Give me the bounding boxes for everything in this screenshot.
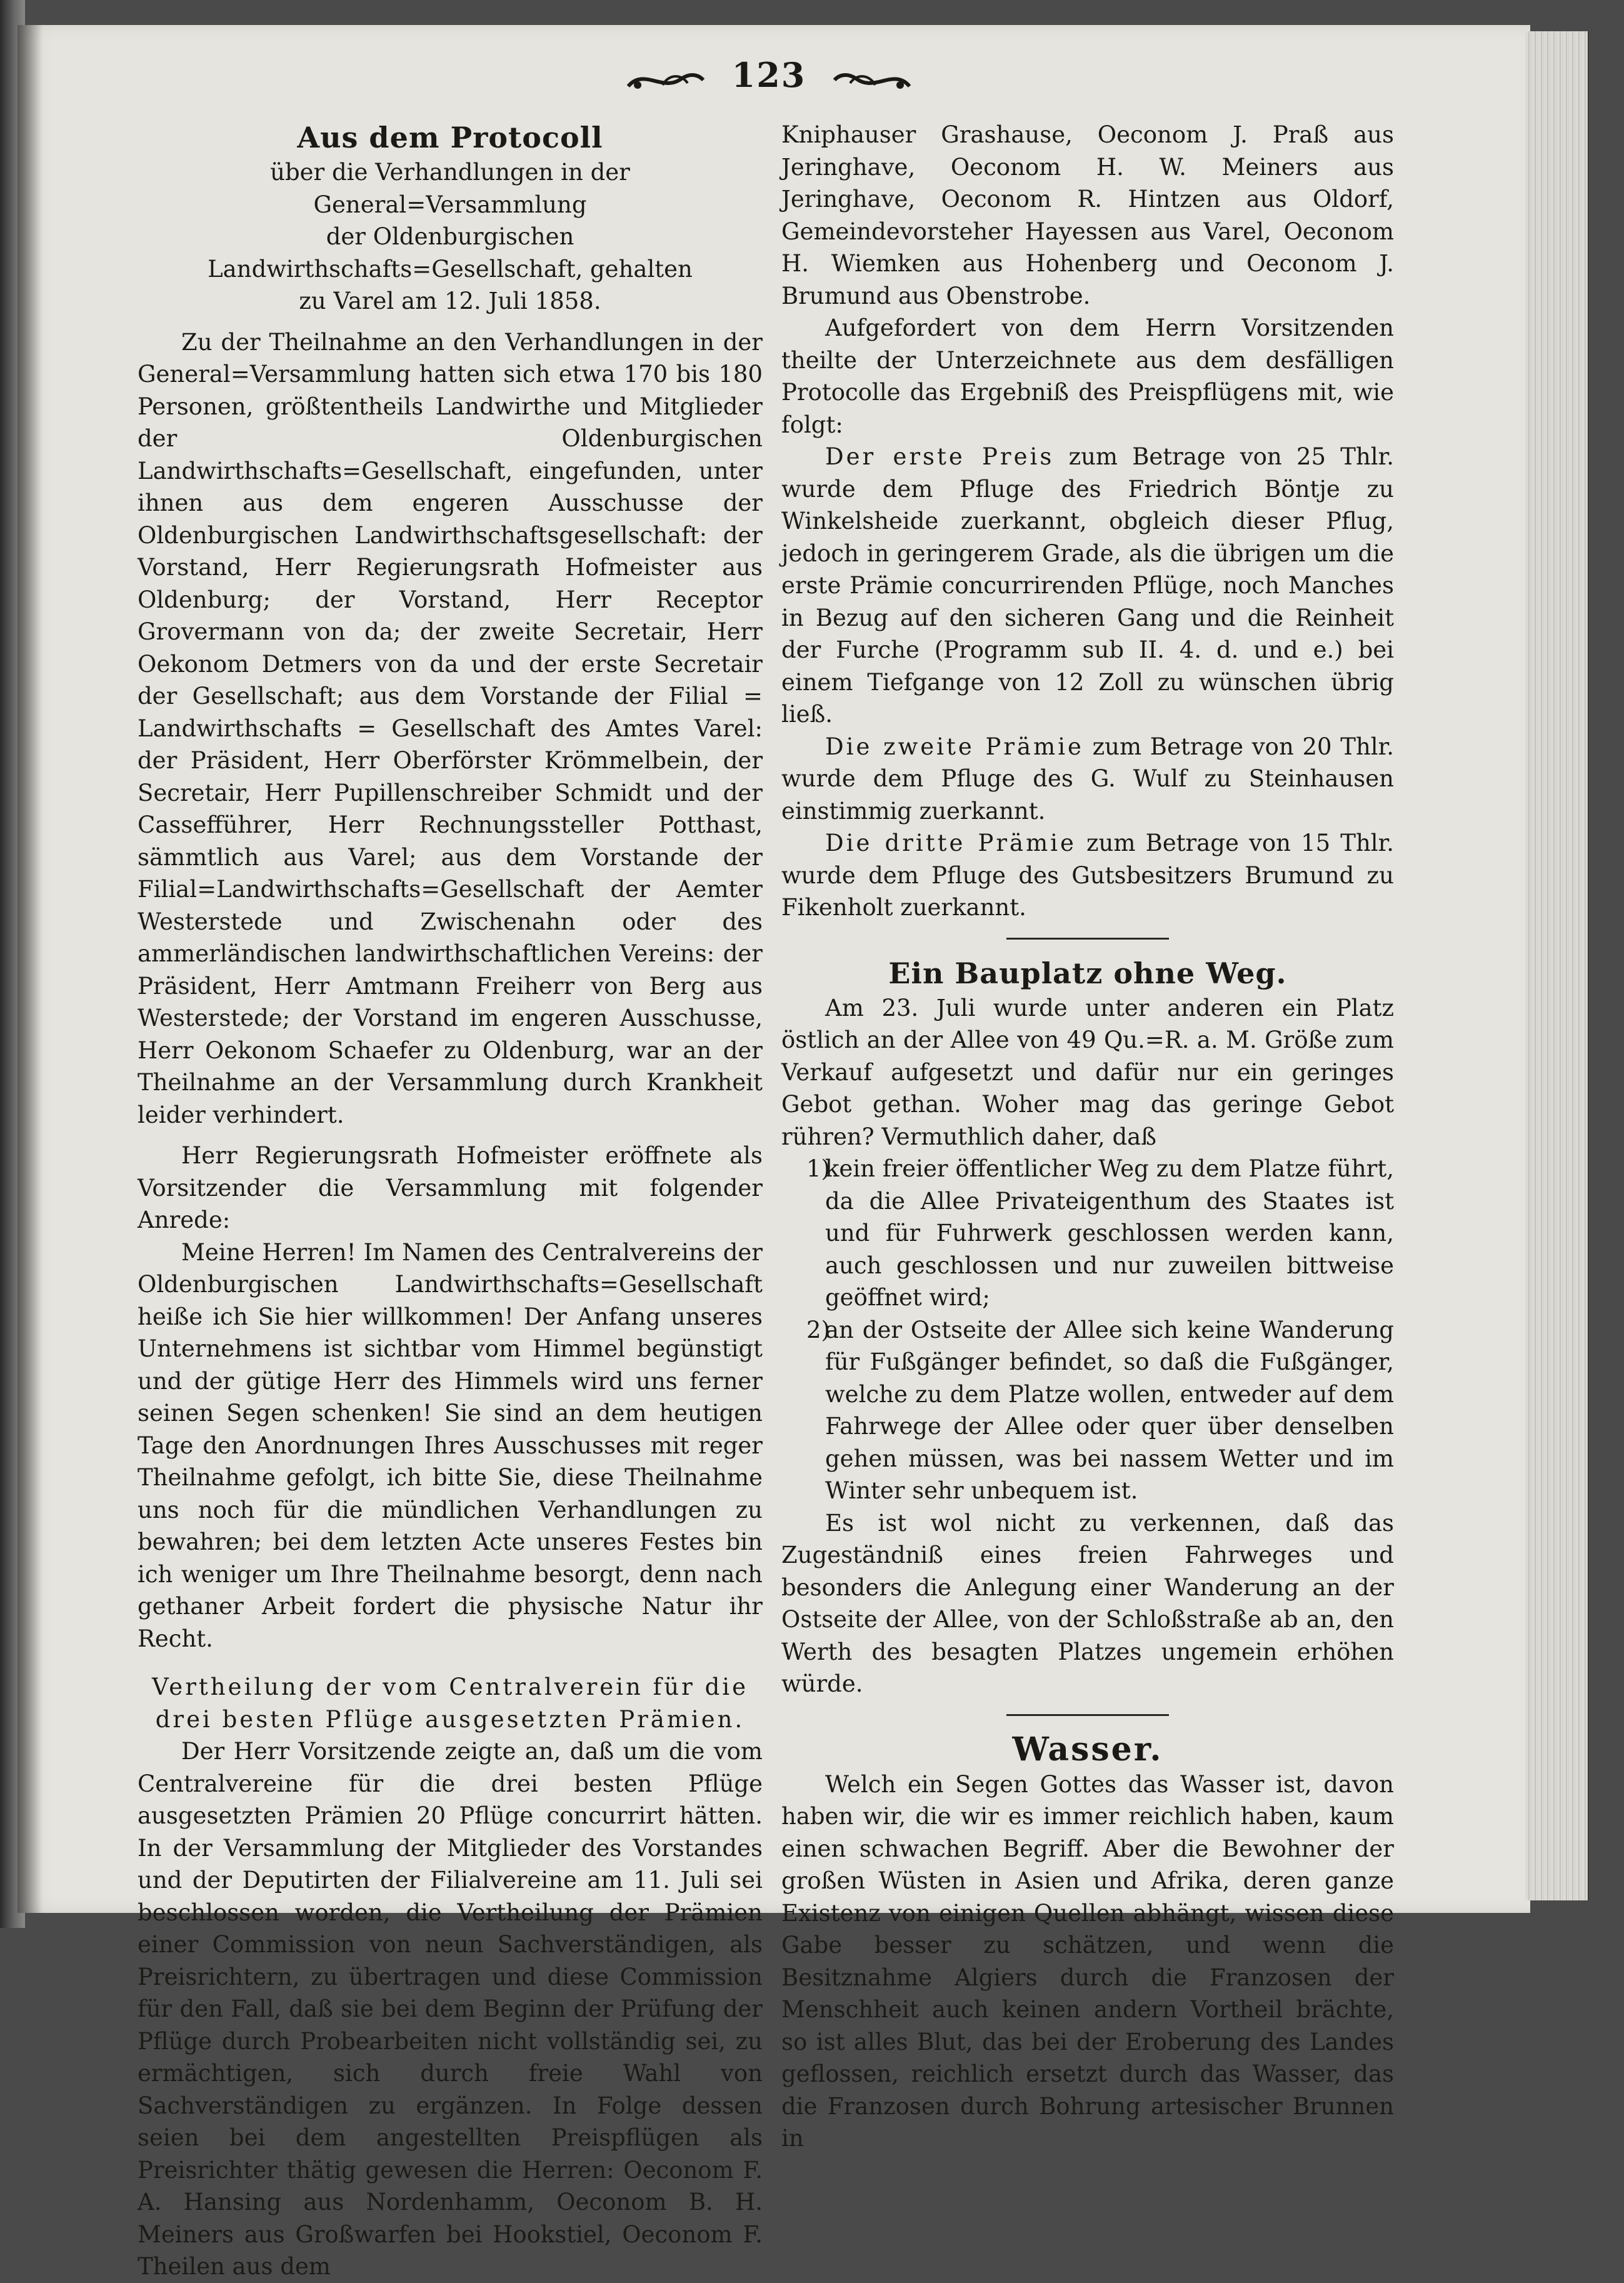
page-edges	[1525, 31, 1589, 1900]
section-heading-line-1: Vertheilung der vom Centralverein für die	[151, 1673, 748, 1700]
paragraph-participants: Zu der Theilnahme an den Verhandlungen in der General=Versammlung hatten sich etwa 170 bis 180 Personen, größtentheils Landwirthe und Mitglieder der Oldenburgischen Landwirthschafts=Gesellschaft, eingefunden, unter ihnen aus dem engeren Ausschusse der Oldenburgischen Landwirthschaftsgesellschaft: der Vorstand, Herr Regierungsrath Hofmeister aus Oldenburg; der Vorstand, Herr Receptor Grovermann von da; der zweite Secretair, Herr Oekonom Detmers von da und der erste Secretair der Gesellschaft; aus dem Vorstande der Filial = Landwirthschafts = Gesellschaft des Amtes Varel: der Präsident, Herr Oberförster Krömmelbein, der Secretair, Herr Pupillenschreiber Schmidt und der Cassefführer, Herr Rechnungssteller Potthast, sämmtlich aus Varel; aus dem Vorstande der Filial=Landwirthschafts=Gesellschaft der Aemter Westerstede und Zwischenahn oder des ammerländischen landwirthschaftlichen Vereins: der Präsident, Herr Amtmann Freiherr von Berg aus Westerstede; der Vorstand im engeren Ausschusse, Herr Oekonom Schaefer zu Oldenburg, war an der Theilnahme an der Versammlung durch Krankheit leider verhindert.	[138, 328, 763, 1128]
paragraph-opening: Herr Regierungsrath Hofmeister eröffnete als Vorsitzender die Versammlung mit folgender Anrede:	[138, 1142, 763, 1233]
paragraph-wasser: Welch ein Segen Gottes das Wasser ist, davon haben wir, die wir es immer reichlich haben, kaum einen schwachen Begriff. Aber die Bewohner der großen Wüsten in Asien und Afrika, deren ganze Existenz von einigen Quellen abhängt, wissen diese Gabe besser zu schätzen, und wenn die Besitznahme Algiers durch die Franzosen der Menschheit auch keinen andern Vortheil brächte, so ist alles Blut, das bei der Eroberung des Landes geflossen, reichlich ersetzt durch das Wasser, das die Franzosen durch Bohrung artesischer Brunnen in	[781, 1770, 1394, 2152]
ornament-right-icon	[831, 61, 913, 99]
second-prize-text: zum Betrage von 20 Thlr. wurde dem Pfluge des G. Wulf zu Steinhausen einstimmig zuerkannt.	[781, 733, 1394, 825]
article-title-bauplatz: Ein Bauplatz ohne Weg.	[888, 956, 1287, 990]
paragraph-third-prize	[781, 827, 1394, 924]
spine-shadow	[18, 25, 43, 1913]
subtitle-line-3: zu Varel am 12. Juli 1858.	[299, 288, 601, 314]
third-prize-label: Die dritte Prämie	[825, 830, 1076, 856]
divider-2	[1006, 1714, 1169, 1716]
left-column	[138, 119, 763, 2283]
paragraph-judges-cont: Kniphauser Grashause, Oeconom J. Praß aus Jeringhave, Oeconom H. W. Meiners aus Jeringhave, Oeconom R. Hintzen aus Oldorf, Gemeindevorsteher Hayessen aus Varel, Oeconom H. Wiemken aus Hohenberg und Oeconom J. Brumund aus Obenstrobe.	[781, 121, 1394, 309]
paragraph-first-prize	[781, 441, 1394, 731]
page-number: 123	[731, 55, 806, 95]
first-prize-text: zum Betrage von 25 Thlr. wurde dem Pfluge des Friedrich Böntje zu Winkelsheide zuerkannt, obgleich dieser Pflug, jedoch in geringerem Grade, als die übrigen um die erste Prämie concurrirenden Pflüge, noch Manches in Bezug auf den sicheren Gang und die Reinheit der Furche (Programm sub II. 4. d. und e.) bei einem Tiefgange von 12 Zoll zu wünschen übrig ließ.	[781, 443, 1394, 728]
list-item: 1) kein freier öffentlicher Weg zu dem Platze führt, da die Allee Privateigenthum des Staates ist und für Fuhrwerk geschlossen werden kann, auch geschlossen und nur zuweilen bittweise geöffnet wird;	[806, 1155, 1394, 1311]
article-title-wasser: Wasser.	[1012, 1730, 1163, 1769]
section-heading-line-2: drei besten Pflüge ausgesetzten Prämien.	[155, 1705, 745, 1733]
third-prize-text: zum Betrage von 15 Thlr. wurde dem Pfluge des Gutsbesitzers Brumund zu Fikenholt zuerkannt.	[781, 830, 1394, 921]
list-item: 2) an der Ostseite der Allee sich keine Wanderung für Fußgänger befindet, so daß die Fußgänger, welche zu dem Platze wollen, entweder auf dem Fahrwege der Allee oder quer über denselben gehen müssen, was bei nassem Wetter und im Winter sehr unbequem ist.	[806, 1316, 1394, 1504]
second-prize-label: Die zweite Prämie	[825, 733, 1084, 760]
subtitle-line-2: der Oldenburgischen Landwirthschafts=Gesellschaft, gehalten	[208, 223, 693, 283]
article-title-protocoll: Aus dem Protocoll	[297, 121, 603, 154]
paragraph-second-prize	[781, 731, 1394, 828]
divider-1	[1006, 938, 1169, 940]
paragraph-conclusion: Es ist wol nicht zu verkennen, daß das Zugeständniß eines freien Fahrweges und besonders die Anlegung einer Wanderung an der Ostseite der Allee, von der Schloßstraße ab an, den Werth des besagten Platzes ungemein erhöhen würde.	[781, 1509, 1394, 1697]
paragraph-bauplatz: Am 23. Juli wurde unter anderen ein Platz östlich an der Allee von 49 Qu.=R. a. M. Größe zum Verkauf aufgesetzt und dafür nur ein geringes Gebot gethan. Woher mag das geringe Gebot rühren? Vermuthlich daher, daß	[781, 994, 1394, 1150]
subtitle-line-1: über die Verhandlungen in der General=Versammlung	[270, 159, 630, 218]
paragraph-speech: Meine Herren! Im Namen des Centralvereins der Oldenburgischen Landwirthschafts=Gesellschaft heiße ich Sie hier willkommen! Der Anfang unseres Unternehmens ist sichtbar vom Himmel begünstigt und der gütige Herr des Himmels wird uns ferner seinen Segen schenken! Sie sind an dem heutigen Tage den Anordnungen Ihres Ausschusses mit reger Theilnahme gefolgt, ich bitte Sie, diese Theilnahme uns noch für die mündlichen Verhandlungen zu bewahren; bei dem letzten Acte unseres Festes bin ich weniger um Ihre Theilnahme besorgt, denn nach gethaner Arbeit fordert die physische Natur ihr Recht.	[138, 1238, 763, 1652]
paragraph-result-intro: Aufgefordert von dem Herrn Vorsitzenden theilte der Unterzeichnete aus dem desfälligen Protocolle das Ergebniß des Preispflügens mit, wie folgt:	[781, 314, 1394, 438]
page-header	[625, 55, 913, 105]
first-prize-label: Der erste Preis	[825, 443, 1055, 470]
right-column	[781, 119, 1394, 2155]
paragraph-commission: Der Herr Vorsitzende zeigte an, daß um die vom Centralvereine für die drei besten Pflüge ausgesetzten Prämien 20 Pflüge concurrirt hätten. In der Versammlung der Mitglieder des Vorstandes und der Deputirten der Filialvereine am 11. Juli sei beschlossen worden, die Vertheilung der Prämien einer Commission von neun Sachverständigen, als Preisrichtern, zu übertragen und diese Commission für den Fall, daß sie bei dem Beginn der Prüfung der Pflüge durch Probearbeiten nicht vollständig sei, zu ermächtigen, sich durch freie Wahl von Sachverständigen zu ergänzen. In Folge dessen seien bei dem angestellten Preispflügen als Preisrichter thätig gewesen die Herren: Oeconom F. A. Hansing aus Nordenhamm, Oeconom B. H. Meiners aus Großwarfen bei Hookstiel, Oeconom F. Theilen aus dem	[138, 1738, 763, 2280]
